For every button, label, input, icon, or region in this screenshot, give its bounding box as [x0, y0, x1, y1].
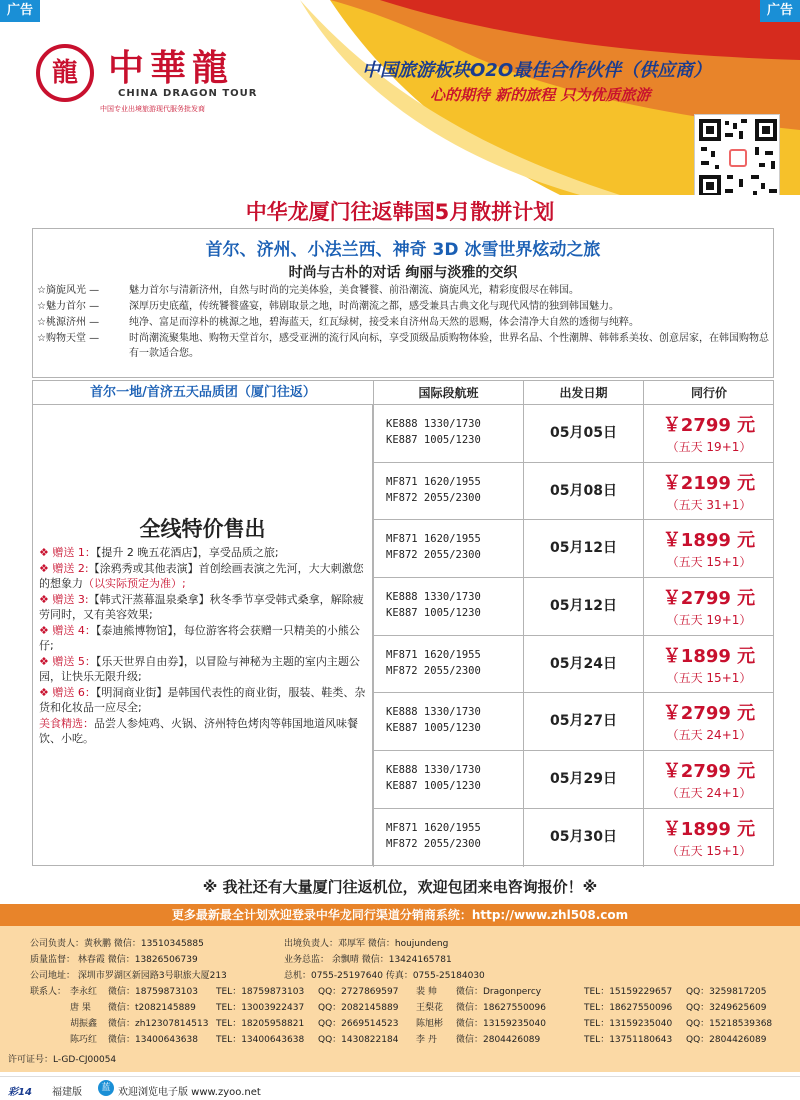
price-column-header: 同行价 [643, 381, 774, 405]
return-flight: KE887 1005/1230 [386, 607, 481, 620]
contact-wechat: 微信：13159235040 [456, 1019, 546, 1029]
table-row [373, 405, 774, 463]
contact-qq: QQ：3259817205 [686, 987, 767, 997]
contact-qq: QQ：1430822184 [318, 1035, 399, 1045]
departure-date: 05月12日 [523, 578, 643, 635]
license-number: 许可证号：L-GD-CJ00054 [8, 1055, 117, 1065]
diamond-bullet-icon: ❖ [39, 562, 49, 575]
gift-label: 赠送 5： [52, 655, 96, 668]
tour-name-header: 首尔一地/首济五天品质团（厦门往返） [33, 381, 373, 405]
outbound-flight: MF871 1620/1955 [386, 648, 481, 661]
return-flight: MF872 2055/2300 [386, 491, 481, 504]
intro-title: 首尔、济州、小法兰西、神奇 3D 冰雪世界炫动之旅 [205, 240, 601, 260]
date-column-header: 出发日期 [523, 381, 643, 405]
feature-text: 深厚历史底蕴，传统饕餮盛宴，韩剧取景之地，时尚潮流之都，感受兼具古典文化与现代风情的独到韩国魅力。 [129, 301, 619, 312]
feature-name: ☆购物天堂 — [37, 333, 100, 344]
gift-text: 【涂鸦秀或其他表演】首创绘画表演之先河，大大刺激您的想象力 [39, 562, 364, 590]
gift-text: 【乐天世界自由券】，以冒险与神秘为主题的室内主题公园，让快乐无限升级; [39, 655, 360, 683]
contacts-label: 联系人： [30, 987, 67, 997]
departure-date: 05月30日 [523, 809, 643, 867]
contact-wechat: 微信：zh12307814513 [108, 1019, 209, 1029]
gift-text: 【明洞商业街】是韩国代表性的商业街，服装、鞋类、杂货和化妆品一应尽全; [39, 686, 366, 714]
return-flight: MF872 2055/2300 [386, 549, 481, 562]
price-cell [643, 751, 774, 808]
contact-tel: TEL：18627550096 [584, 1003, 673, 1013]
gift-note: （以实际预定为准）; [83, 577, 186, 590]
contact-tel: TEL：18759873103 [216, 987, 305, 997]
contact-person: 唐 果 [70, 1003, 91, 1013]
promo-panel [33, 405, 373, 865]
contact-tel: TEL：13400643638 [216, 1035, 305, 1045]
departure-rows [373, 405, 774, 867]
schedule-table [32, 380, 774, 866]
table-row [373, 751, 774, 809]
price-detail: （五天 15+1） [666, 843, 752, 858]
gift-label: 赠送 4： [52, 624, 96, 637]
feature-text: 时尚潮流聚集地、购物天堂首尔，感受亚洲的流行风向标，享受顶级品质购物体验，世界名品、个性潮牌、韩韩系美妆、创意居家，在韩国购物总有一款适合您。 [129, 333, 769, 359]
diamond-bullet-icon: ❖ [39, 624, 49, 637]
gift-item [39, 545, 366, 560]
edition-label: 福建版 [52, 1087, 82, 1098]
website-link-bar[interactable]: 更多最新最全计划欢迎登录中华龙同行渠道分销商系统：http://www.zhl508.com [0, 904, 800, 926]
contact-person: 陈旭彬 [416, 1019, 444, 1029]
gift-item [39, 654, 366, 684]
contact-person: 陈巧红 [70, 1035, 98, 1045]
outbound-flight: MF871 1620/1955 [386, 475, 481, 488]
food-text: 品尝人参炖鸡、火锅、济州特色烤肉等韩国地道风味餐饮、小吃。 [39, 717, 358, 745]
qr-code-icon [694, 114, 780, 195]
flight-cell [373, 578, 523, 635]
price-cell [643, 463, 774, 520]
contact-qq: QQ：3249625609 [686, 1003, 767, 1013]
contact-line: 业务总监： 余飘晴 微信：13424165781 [284, 955, 452, 965]
departure-date: 05月05日 [523, 405, 643, 462]
contact-qq: QQ：2669514523 [318, 1019, 399, 1029]
table-row [373, 578, 774, 636]
qr-logo-icon [729, 149, 747, 167]
feature-item [33, 331, 773, 361]
publication-logo-icon: 蓝 [98, 1080, 114, 1096]
gift-label: 赠送 6： [52, 686, 96, 699]
diamond-bullet-icon: ❖ [39, 655, 49, 668]
intro-box [32, 228, 774, 378]
price-cell [643, 809, 774, 867]
page-title: 中华龙厦门往返韩国5月散拼计划 [245, 200, 555, 224]
gift-item [39, 561, 366, 591]
gift-text: 【提升 2 晚五花酒店】，享受品质之旅; [95, 546, 279, 559]
flight-cell [373, 405, 523, 462]
outbound-flight: KE888 1330/1730 [386, 591, 481, 604]
return-flight: KE887 1005/1230 [386, 780, 481, 793]
flight-cell [373, 520, 523, 577]
gift-text: 【韩式汗蒸幕温泉桑拿】秋冬季节享受韩式桑拿，解除疲劳同时，又有美容效果; [39, 593, 364, 621]
table-row [373, 693, 774, 751]
feature-text: 纯净、富足而淳朴的桃源之地，碧海蓝天，红瓦绿树，接受来自济州岛天然的恩赐，体会清净大自然的透彻与纯粹。 [129, 317, 639, 328]
contact-line: 总机：0755-25197640 传真：0755-25184030 [284, 971, 485, 981]
intro-subtitle: 时尚与古朴的对话 绚丽与淡雅的交织 [288, 265, 518, 281]
price-detail: （五天 19+1） [666, 613, 752, 628]
outbound-flight: MF871 1620/1955 [386, 533, 481, 546]
dragon-icon: 龍 [36, 44, 94, 102]
price-cell [643, 520, 774, 577]
price-value: ￥2799 元 [662, 761, 756, 783]
return-flight: KE887 1005/1230 [386, 722, 481, 735]
outbound-flight: MF871 1620/1955 [386, 821, 481, 834]
price-detail: （五天 24+1） [666, 786, 752, 801]
contact-qq: QQ：2727869597 [318, 987, 399, 997]
company-logo [18, 38, 318, 128]
table-row [373, 463, 774, 521]
feature-name: ☆旖旎风光 — [37, 285, 100, 296]
departure-date: 05月24日 [523, 636, 643, 693]
contact-qq: QQ：2804426089 [686, 1035, 767, 1045]
contact-wechat: 微信：13400643638 [108, 1035, 198, 1045]
contact-tel: TEL：13003922437 [216, 1003, 305, 1013]
price-value: ￥2199 元 [662, 472, 756, 494]
price-detail: （五天 15+1） [666, 555, 752, 570]
logo-english-name: CHINA DRAGON TOUR [118, 88, 258, 99]
contact-person: 李永红 [70, 987, 98, 997]
contact-tel: TEL：15159229657 [584, 987, 673, 997]
flight-cell [373, 809, 523, 867]
table-row [373, 809, 774, 867]
price-cell [643, 636, 774, 693]
contact-tel: TEL：18205958821 [216, 1019, 305, 1029]
flight-cell [373, 636, 523, 693]
return-flight: MF872 2055/2300 [386, 664, 481, 677]
price-value: ￥2799 元 [662, 588, 756, 610]
gift-item [39, 592, 366, 622]
price-detail: （五天 24+1） [666, 728, 752, 743]
feature-name: ☆魅力首尔 — [37, 301, 100, 312]
page-footer [0, 1076, 800, 1100]
diamond-bullet-icon: ❖ [39, 546, 49, 559]
header-slogan-1: 中国旅游板块O2O最佳合作伙伴（供应商） [362, 60, 712, 81]
departure-date: 05月12日 [523, 520, 643, 577]
contact-qq: QQ：2082145889 [318, 1003, 399, 1013]
feature-item [33, 315, 773, 330]
food-item [39, 716, 366, 746]
logo-chinese-name: 中華龍 [108, 47, 235, 89]
flight-cell [373, 751, 523, 808]
price-value: ￥2799 元 [662, 703, 756, 725]
departure-date: 05月08日 [523, 463, 643, 520]
contact-line: 出境负责人：邓厚军 微信：houjundeng [284, 939, 449, 949]
flight-cell [373, 463, 523, 520]
return-flight: MF872 2055/2300 [386, 837, 481, 850]
contact-wechat: 微信：18627550096 [456, 1003, 546, 1013]
flight-column-header: 国际段航班 [373, 381, 523, 405]
gift-label: 赠送 3: [52, 593, 89, 606]
outbound-flight: KE888 1330/1730 [386, 418, 481, 430]
logo-tagline: 中国专业出境旅游现代服务批发商 [100, 105, 205, 113]
outbound-flight: KE888 1330/1730 [386, 706, 481, 719]
departure-date: 05月27日 [523, 693, 643, 750]
price-detail: （五天 19+1） [666, 440, 752, 454]
flight-cell [373, 693, 523, 750]
contact-wechat: 微信：18759873103 [108, 987, 198, 997]
contact-person: 王梨花 [416, 1003, 444, 1013]
charter-notice: ※ 我社还有大量厦门往返机位，欢迎包团来电咨询报价！※ [202, 878, 598, 896]
gift-label: 赠送 1： [52, 546, 96, 559]
contact-line: 公司地址： 深圳市罗湖区新园路3号职旅大厦213 [30, 971, 227, 981]
ad-label-right: 广告 [760, 0, 800, 22]
contact-person: 李 丹 [416, 1035, 437, 1045]
contact-person: 胡振鑫 [70, 1019, 98, 1029]
contact-person: 裴 帅 [416, 987, 437, 997]
contact-wechat: 微信：2804426089 [456, 1035, 541, 1045]
price-value: ￥1899 元 [662, 818, 756, 840]
promo-title: 全线特价售出 [139, 517, 266, 541]
price-cell [643, 405, 774, 462]
header-slogan-2: 心的期待 新的旅程 只为优质旅游 [430, 86, 651, 104]
ad-label-left: 广告 [0, 0, 40, 22]
contact-qq: QQ：15218539368 [686, 1019, 773, 1029]
table-row [373, 520, 774, 578]
contact-panel [0, 926, 800, 1072]
price-cell [643, 693, 774, 750]
price-detail: （五天 31+1） [666, 497, 752, 512]
contact-line: 质量监督： 林春霞 微信：13826506739 [30, 955, 198, 965]
contact-tel: TEL：13751180643 [584, 1035, 673, 1045]
gift-item [39, 685, 366, 715]
page-number: 彩14 [8, 1087, 32, 1098]
feature-item [33, 283, 773, 298]
feature-item [33, 299, 773, 314]
diamond-bullet-icon: ❖ [39, 593, 49, 606]
table-row [373, 636, 774, 694]
return-flight: KE887 1005/1230 [386, 434, 481, 446]
gift-item [39, 623, 366, 653]
departure-date: 05月29日 [523, 751, 643, 808]
header-banner [0, 0, 800, 195]
outbound-flight: KE888 1330/1730 [386, 764, 481, 777]
footer-link[interactable]: 欢迎浏览电子版 www.zyoo.net [118, 1087, 261, 1098]
food-label: 美食精选： [39, 717, 94, 730]
price-value: ￥1899 元 [662, 530, 756, 552]
gift-text: 【泰迪熊博物馆】，每位游客将会获赠一只精美的小熊公仔; [39, 624, 360, 652]
feature-text: 魅力首尔与清新济州，自然与时尚的完美体验，美食饕餮、前沿潮流、旖旎风光，精彩度假尽在韩国。 [129, 285, 579, 296]
price-detail: （五天 15+1） [666, 670, 752, 685]
feature-name: ☆桃源济州 — [37, 317, 100, 328]
contact-line: 公司负责人：黄秋鹏 微信：13510345885 [30, 939, 204, 949]
price-value: ￥1899 元 [662, 645, 756, 667]
price-cell [643, 578, 774, 635]
contact-tel: TEL：13159235040 [584, 1019, 673, 1029]
price-value: ￥2799 元 [662, 415, 756, 436]
gift-label: 赠送 2: [52, 562, 89, 575]
contact-wechat: 微信：Dragonpercy [456, 987, 542, 997]
diamond-bullet-icon: ❖ [39, 686, 49, 699]
contact-wechat: 微信：t2082145889 [108, 1003, 196, 1013]
